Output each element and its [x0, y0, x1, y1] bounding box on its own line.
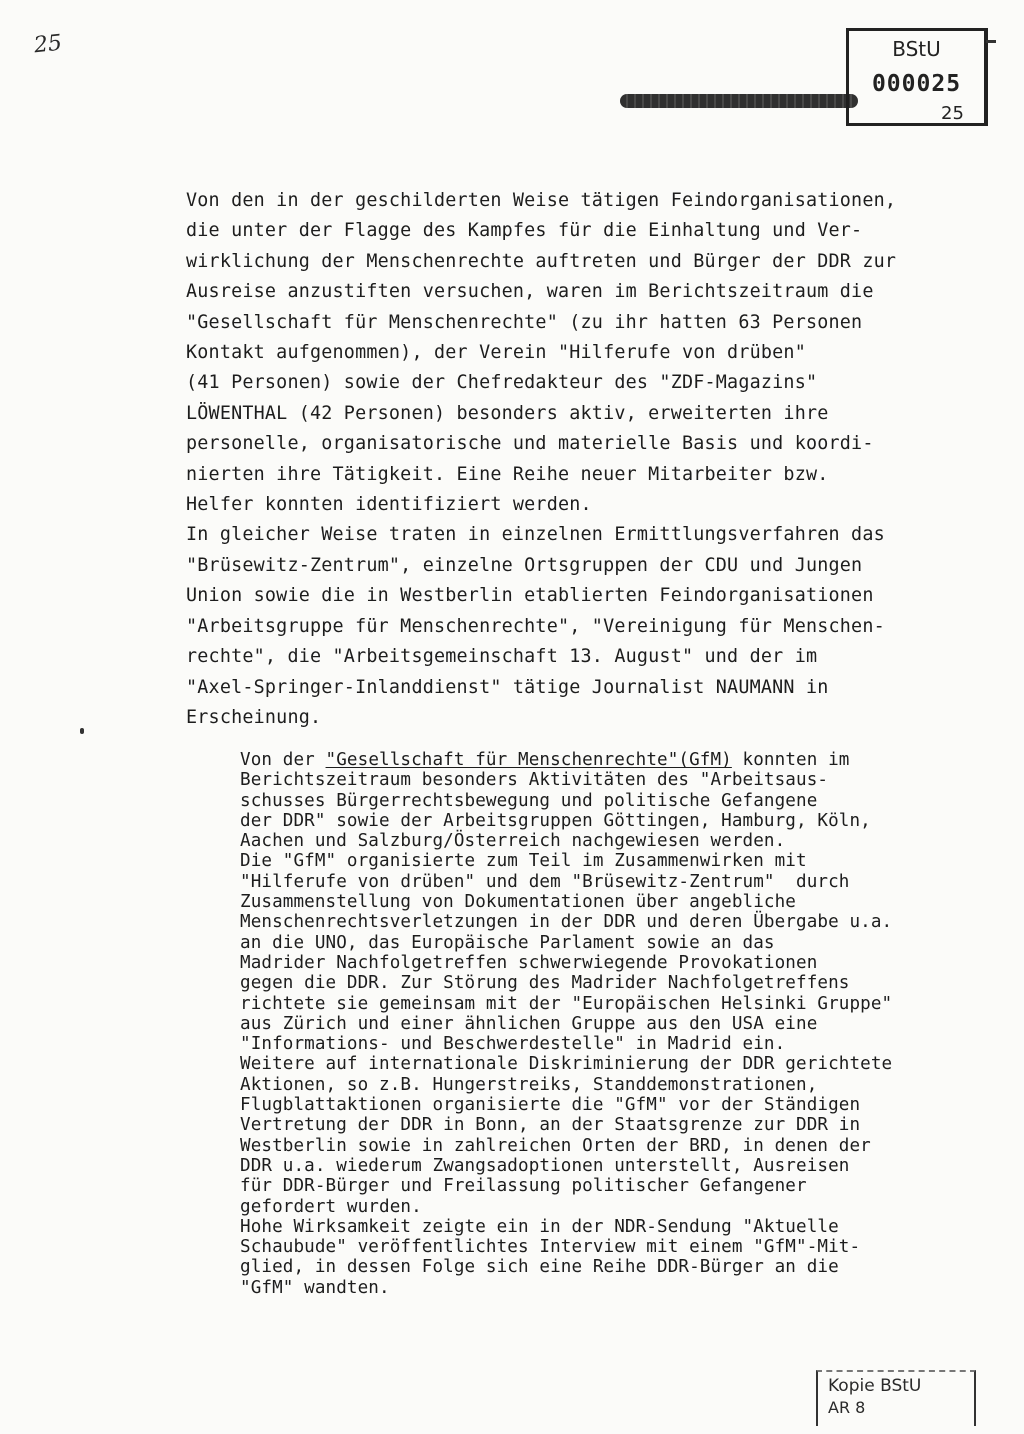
- block-line: der DDR" sowie der Arbeitsgruppen Göttingen, Hamburg, Köln,: [240, 810, 871, 831]
- main-paragraph: [186, 186, 986, 733]
- block-line: für DDR-Bürger und Freilassung politischer Gefangener: [240, 1176, 807, 1197]
- paragraph-line: "Gesellschaft für Menschenrechte" (zu ihr hatten 63 Personen: [186, 311, 863, 333]
- block-line: Die "GfM" organisierte zum Teil im Zusammenwirken mit: [240, 851, 807, 872]
- block-line: richtete sie gemeinsam mit der "Europäischen Helsinki Gruppe": [240, 993, 893, 1014]
- block-line: glied, in dessen Folge sich eine Reihe DDR-Bürger an die: [240, 1257, 839, 1278]
- block-line: Menschenrechtsverletzungen in der DDR und deren Übergabe u.a.: [240, 912, 893, 933]
- copy-stamp: [816, 1370, 976, 1426]
- paragraph-line: wirklichung der Menschenrechte auftreten und Bürger der DDR zur: [186, 250, 897, 272]
- block-line: Aktionen, so z.B. Hungerstreiks, Standdemonstrationen,: [240, 1074, 818, 1095]
- stamp-page: 25: [941, 103, 964, 124]
- block-line: Aachen und Salzburg/Österreich nachgewiesen werden.: [240, 831, 786, 852]
- block-line: Hohe Wirksamkeit zeigte ein in der NDR-Sendung "Aktuelle: [240, 1216, 839, 1237]
- block-line: Westberlin sowie in zahlreichen Orten der BRD, in denen der: [240, 1135, 871, 1156]
- block-line: Berichtszeitraum besonders Aktivitäten des "Arbeitsaus-: [240, 770, 829, 791]
- paragraph-line: In gleicher Weise traten in einzelnen Ermittlungsverfahren das: [186, 524, 885, 546]
- block-line: Zusammenstellung von Dokumentationen über angebliche: [240, 892, 797, 913]
- block-line: gefordert wurden.: [240, 1196, 422, 1217]
- paragraph-line: "Axel-Springer-Inlanddienst" tätige Journalist NAUMANN in: [186, 676, 829, 698]
- block-line: "Hilferufe von drüben" und dem "Brüsewitz-Zentrum" durch: [240, 871, 850, 892]
- paragraph-line: die unter der Flagge des Kampfes für die Einhaltung und Ver-: [186, 220, 863, 242]
- handwritten-page-number: 25: [32, 30, 64, 59]
- paragraph-line: "Brüsewitz-Zentrum", einzelne Ortsgruppen der CDU und Jungen: [186, 554, 863, 576]
- block-line: schusses Bürgerrechtsbewegung und politische Gefangene: [240, 790, 818, 811]
- paragraph-line: Erscheinung.: [186, 706, 322, 728]
- paragraph-line: personelle, organisatorische und materielle Basis und koordi-: [186, 433, 874, 455]
- block-line: Weitere auf internationale Diskriminierung der DDR gerichtete: [240, 1054, 893, 1075]
- block-line: DDR u.a. wiederum Zwangsadoptionen unterstellt, Ausreisen: [240, 1155, 850, 1176]
- copy-stamp-line1: Kopie BStU: [828, 1376, 922, 1396]
- paragraph-line: Kontakt aufgenommen), der Verein "Hilferufe von drüben": [186, 342, 806, 364]
- block-line: "GfM" wandten.: [240, 1277, 390, 1298]
- block-line: [240, 750, 1000, 770]
- paragraph-line: Helfer konnten identifiziert werden.: [186, 494, 592, 516]
- paragraph-line: rechte", die "Arbeitsgemeinschaft 13. August" und der im: [186, 646, 818, 668]
- paragraph-line: nierten ihre Tätigkeit. Eine Reihe neuer Mitarbeiter bzw.: [186, 463, 829, 485]
- bstu-archive-stamp: [846, 28, 988, 126]
- block-line: aus Zürich und einer ähnlichen Gruppe aus den USA eine: [240, 1013, 818, 1034]
- paragraph-line: Von den in der geschilderten Weise tätigen Feindorganisationen,: [186, 190, 897, 211]
- block-line-prefix: Von der: [240, 750, 326, 770]
- paragraph-line: Union sowie die in Westberlin etablierten Feindorganisationen: [186, 585, 874, 607]
- paragraph-line: (41 Personen) sowie der Chefredakteur des "ZDF-Magazins": [186, 372, 818, 394]
- margin-mark: [80, 728, 84, 734]
- block-line: "Informations- und Beschwerdestelle" in Madrid ein.: [240, 1034, 786, 1055]
- indented-block: [240, 750, 1000, 1298]
- block-line: Schaubude" veröffentlichtes Interview mit einem "GfM"-Mit-: [240, 1237, 861, 1258]
- redaction-strike: [620, 94, 858, 108]
- underlined-org-name: "Gesellschaft für Menschenrechte"(GfM): [325, 750, 732, 770]
- paragraph-line: LÖWENTHAL (42 Personen) besonders aktiv, erweiterten ihre: [186, 402, 829, 424]
- paragraph-line: "Arbeitsgruppe für Menschenrechte", "Vereinigung für Menschen-: [186, 615, 885, 637]
- block-line-suffix: konnten im: [731, 750, 850, 770]
- stamp-tick-mark: [986, 40, 996, 43]
- paragraph-line: Ausreise anzustiften versuchen, waren im Berichtszeitraum die: [186, 281, 874, 303]
- stamp-title: BStU: [892, 37, 941, 61]
- block-line: Madrider Nachfolgetreffen schwerwiegende Provokationen: [240, 952, 818, 973]
- copy-stamp-line2: AR 8: [828, 1398, 866, 1417]
- stamp-number: 000025: [871, 71, 962, 97]
- block-line: gegen die DDR. Zur Störung des Madrider Nachfolgetreffens: [240, 973, 850, 994]
- block-line: Flugblattaktionen organisierte die "GfM" vor der Ständigen: [240, 1095, 861, 1116]
- block-line: an die UNO, das Europäische Parlament sowie an das: [240, 932, 775, 953]
- block-line: Vertretung der DDR in Bonn, an der Staatsgrenze zur DDR in: [240, 1115, 861, 1136]
